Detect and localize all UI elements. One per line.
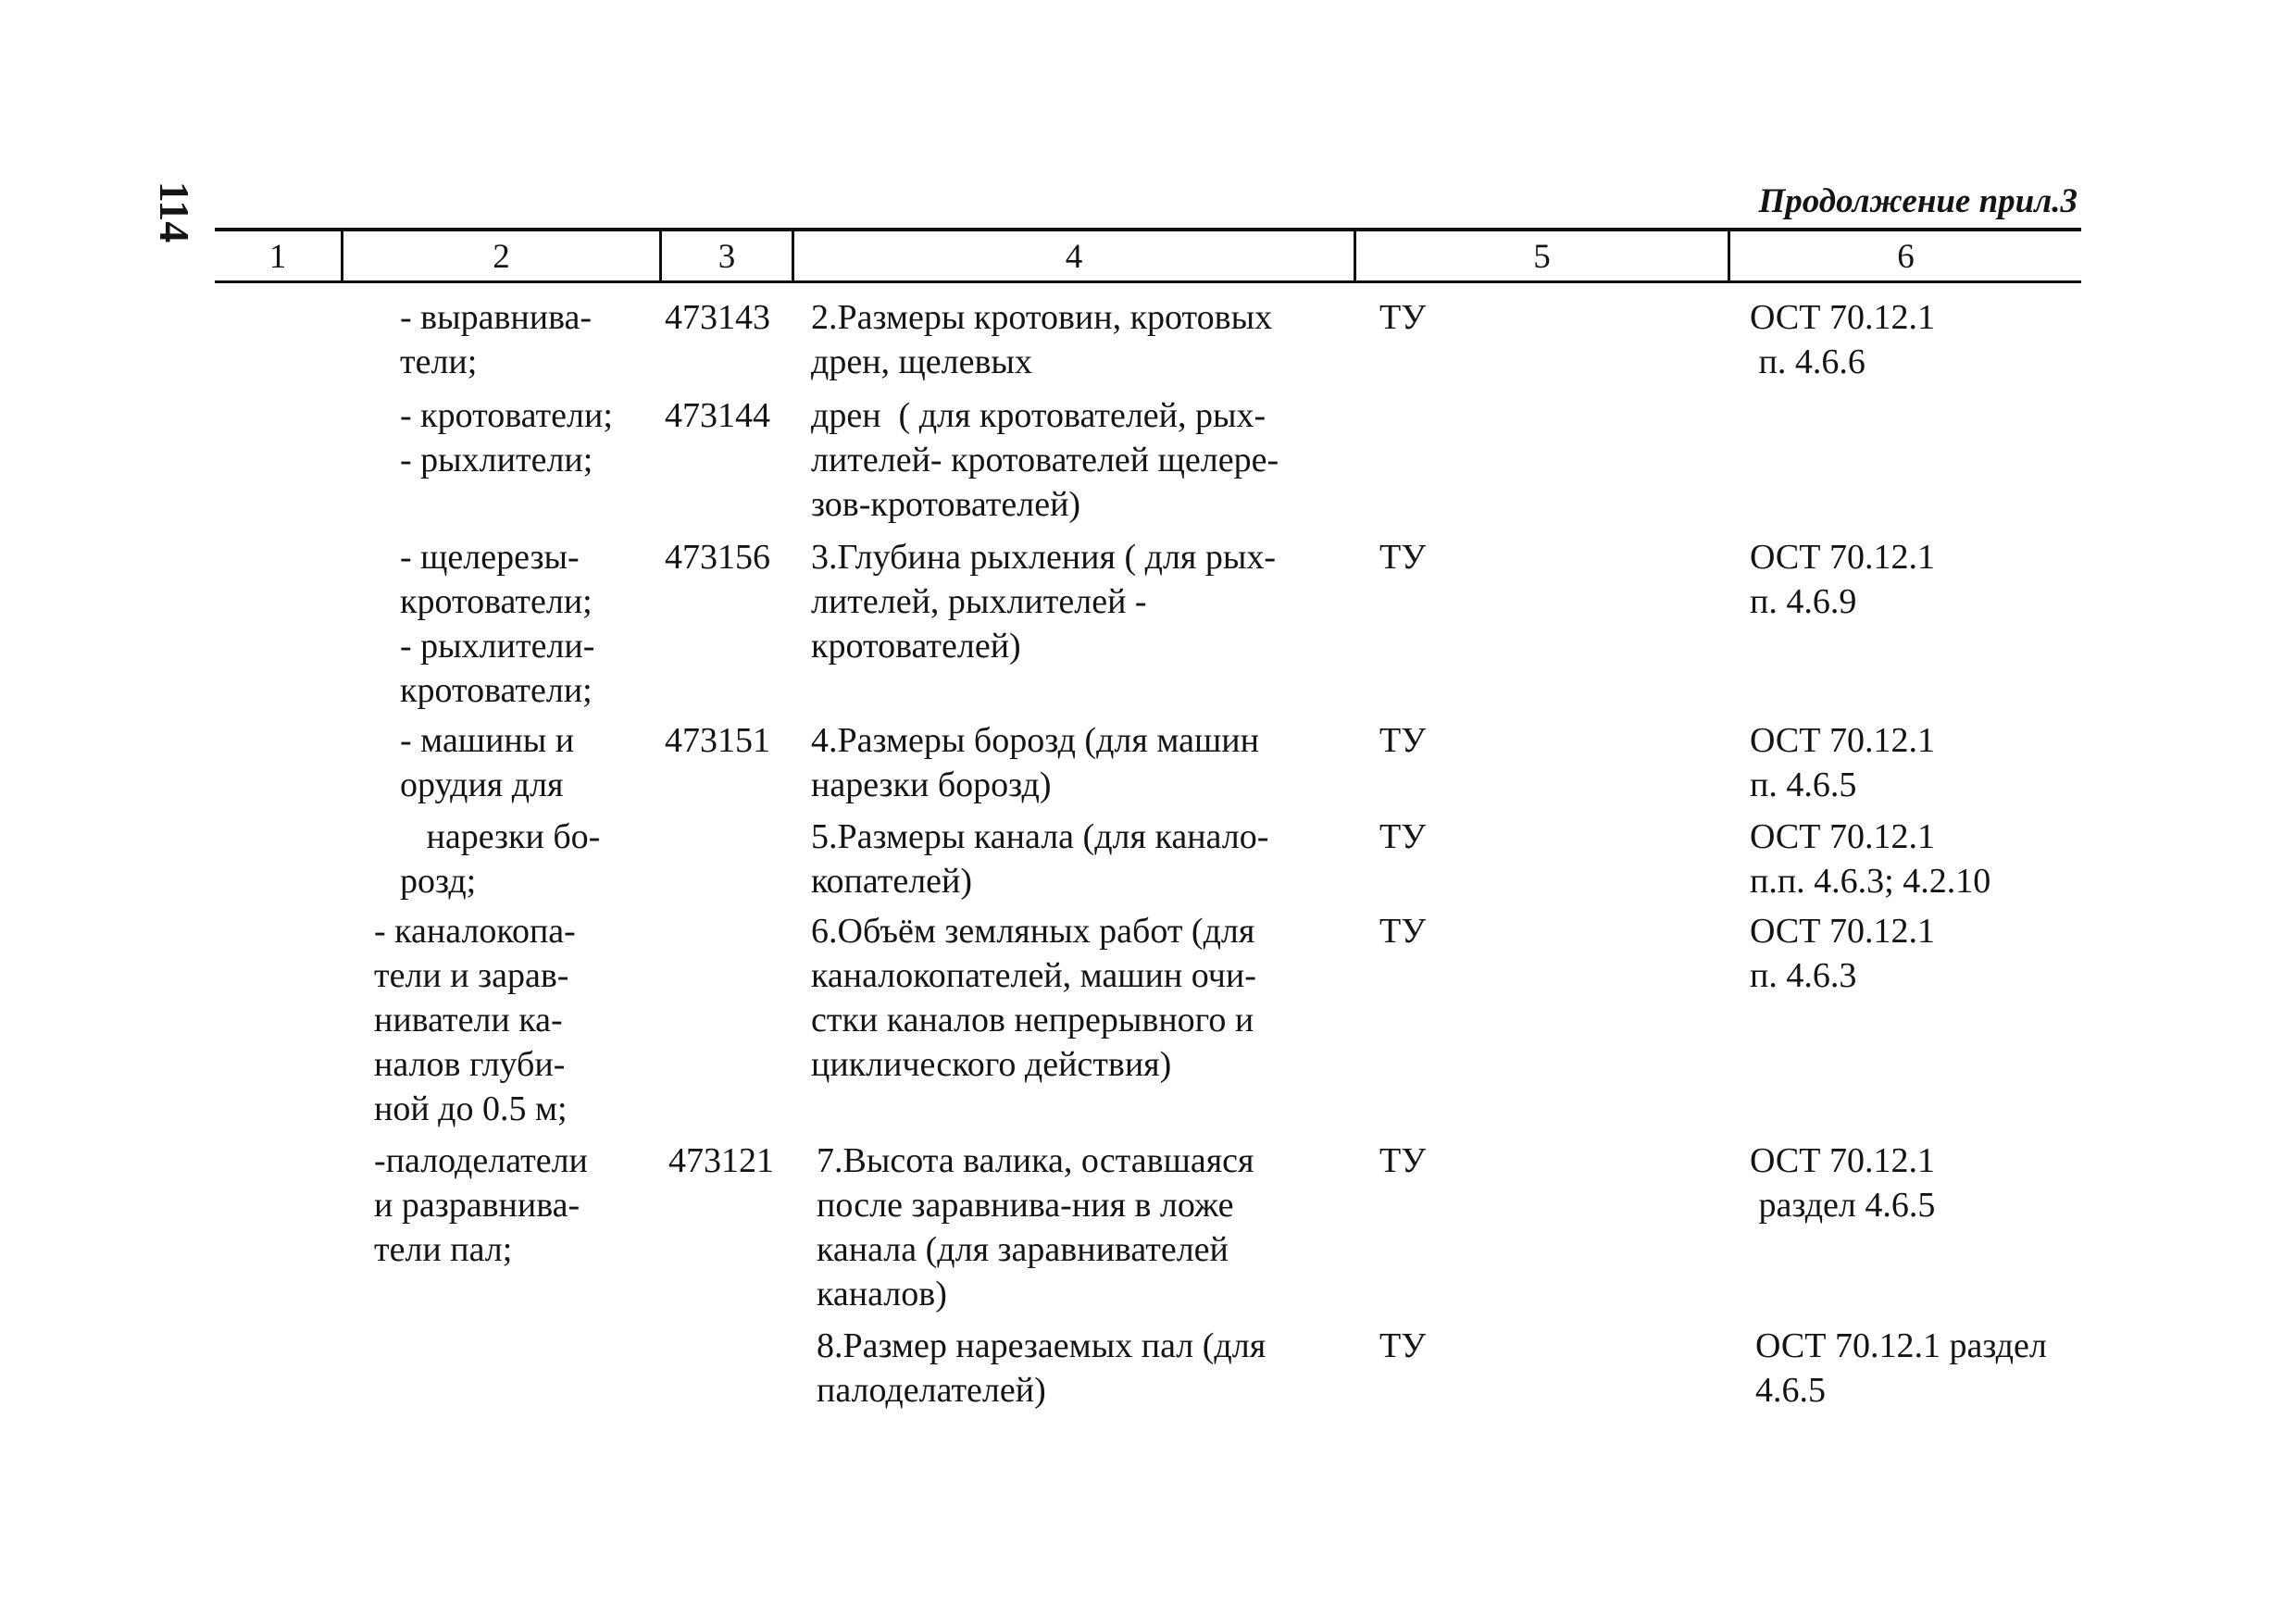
table-cell-doc: ТУ	[1379, 1326, 1427, 1365]
table-cell-parameter: 3.Глубина рыхления ( для рых- лителей, рыхлителей - кротователей)	[811, 538, 1277, 666]
table-cell-parameter: 5.Размеры канала (для канало- копателей)	[811, 817, 1269, 901]
table-cell-parameter: 4.Размеры борозд (для машин нарезки борозд)	[811, 721, 1259, 804]
table-cell-code: 473143	[665, 298, 770, 337]
table-cell-standard: ОСТ 70.12.1 п. 4.6.3	[1750, 912, 1935, 995]
table-cell-parameter: 8.Размер нарезаемых пал (для палоделателей)	[817, 1326, 1267, 1410]
column-header-6: 6	[1897, 238, 1915, 276]
column-header-4: 4	[1065, 238, 1083, 276]
table-cell-standard: ОСТ 70.12.1 раздел 4.6.5	[1750, 1141, 1936, 1225]
table-cell-name: - выравнива- тели;	[400, 298, 593, 381]
column-header-3: 3	[718, 238, 736, 276]
table-cell-code: 473121	[668, 1141, 774, 1180]
table-cell-code: 473156	[665, 538, 770, 577]
table-cell-code: 473151	[665, 721, 770, 760]
continuation-label: Продолжение прил.3	[1758, 182, 2078, 220]
table-cell-standard: ОСТ 70.12.1 раздел 4.6.5	[1755, 1326, 2047, 1410]
table-cell-doc: ТУ	[1379, 912, 1427, 951]
table-cell-parameter: 6.Объём земляных работ (для каналокопателей, машин очи- стки каналов непрерывного и циклического действия)	[811, 912, 1256, 1084]
table-cell-name: -палоделатели и разравнива- тели пал;	[374, 1141, 588, 1269]
table-cell-name: нарезки бо- розд;	[400, 817, 601, 901]
table-header-rule	[215, 280, 2081, 283]
column-header-5: 5	[1533, 238, 1551, 276]
table-cell-name: - каналокопа- тели и зарав- ниватели ка- налов глуби- ной до 0.5 м;	[374, 912, 576, 1128]
table-cell-parameter: 7.Высота валика, оставшаяся после заравнива-ния в ложе канала (для заравнивателей каналов)	[817, 1141, 1254, 1313]
table-cell-standard: ОСТ 70.12.1 п. 4.6.9	[1750, 538, 1935, 621]
table-cell-doc: ТУ	[1379, 817, 1427, 856]
table-cell-doc: ТУ	[1379, 721, 1427, 760]
table-cell-doc: ТУ	[1379, 538, 1427, 577]
table-cell-standard: ОСТ 70.12.1 п. 4.6.5	[1750, 721, 1935, 804]
table-cell-standard: ОСТ 70.12.1 п.п. 4.6.3; 4.2.10	[1750, 817, 1991, 901]
column-header-1: 1	[268, 238, 287, 276]
table-cell-doc: ТУ	[1379, 1141, 1427, 1180]
table-cell-name: - кротователи; - рыхлители;	[400, 396, 613, 479]
table-cell-parameter: 2.Размеры кротовин, кротовых дрен, щелевых	[811, 298, 1273, 381]
table-cell-name: - машины и орудия для	[400, 721, 575, 804]
table-cell-name: - щелерезы- кротователи; - рыхлители- кротователи;	[400, 538, 595, 710]
table-cell-standard: ОСТ 70.12.1 п. 4.6.6	[1750, 298, 1935, 381]
table-cell-parameter: дрен ( для кротователей, рых- лителей- кротователей щелере- зов-кротователей)	[811, 396, 1279, 524]
table-cell-code: 473144	[665, 396, 770, 435]
table-top-rule	[215, 228, 2081, 231]
table-cell-doc: ТУ	[1379, 298, 1427, 337]
column-header-2: 2	[493, 238, 510, 276]
page-number: 114	[151, 180, 199, 243]
